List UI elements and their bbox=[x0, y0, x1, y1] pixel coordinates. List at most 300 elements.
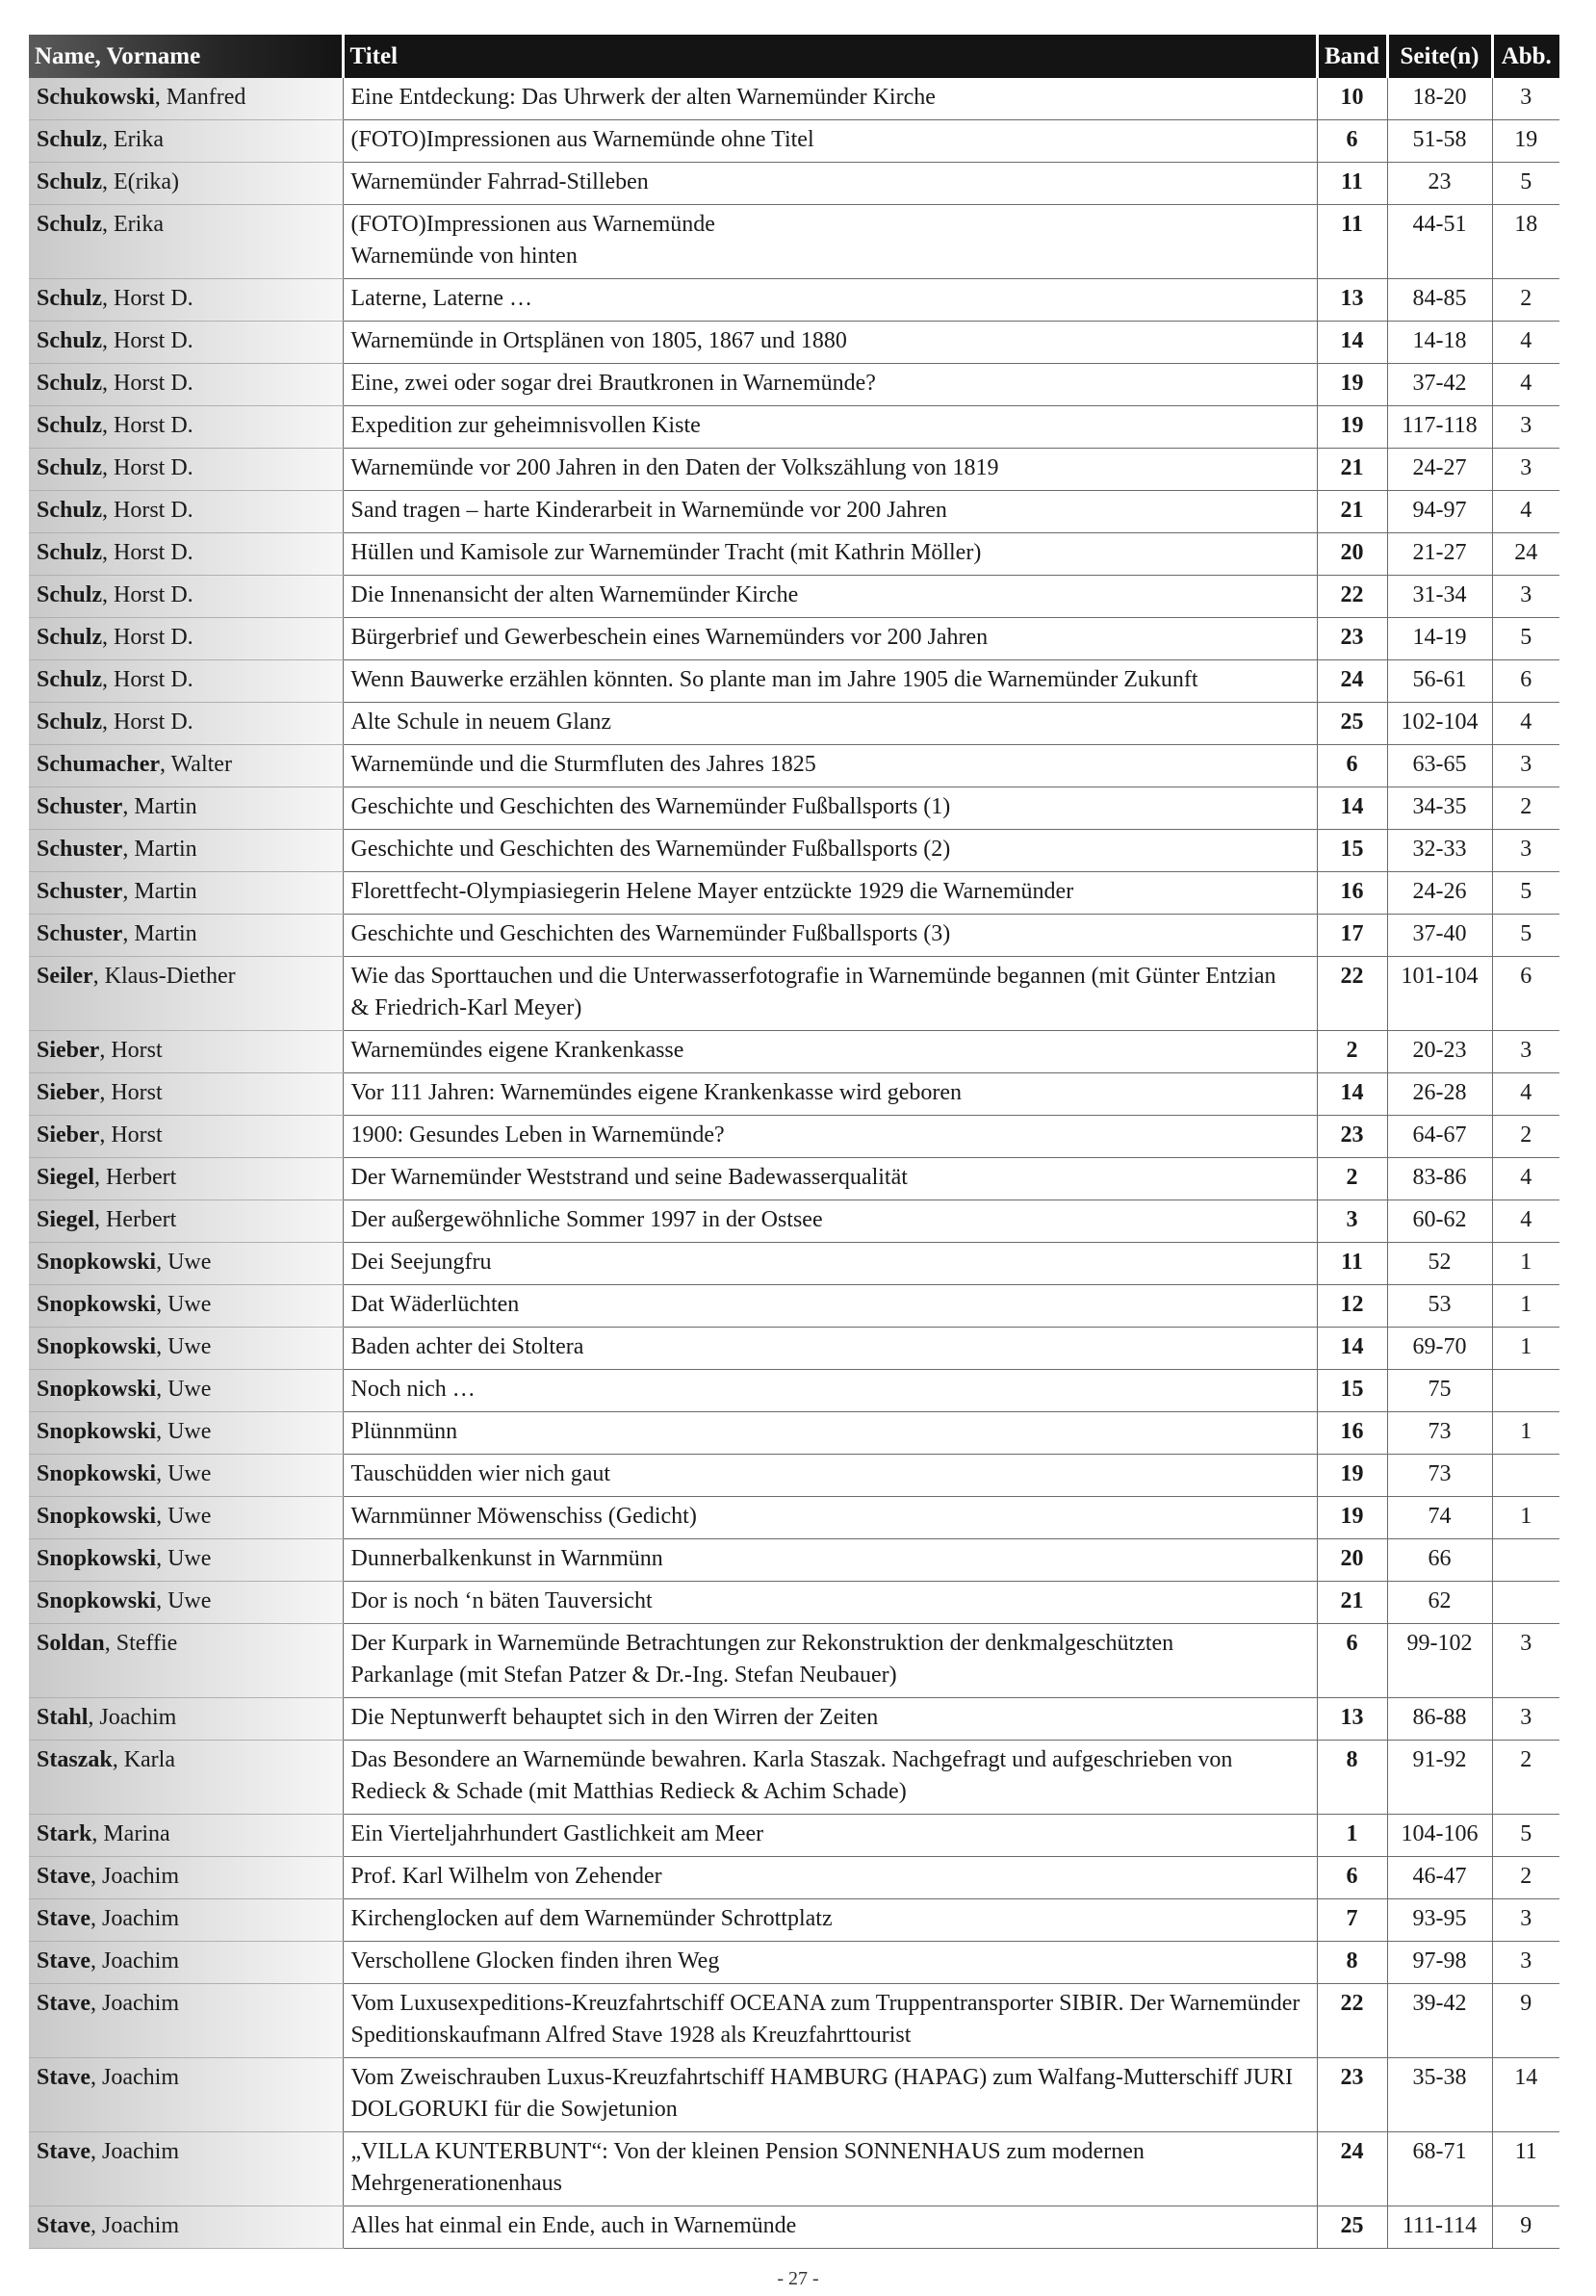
author-cell bbox=[29, 576, 343, 618]
table-row bbox=[29, 1984, 1559, 2058]
author-firstname: , Martin bbox=[122, 837, 197, 862]
author-firstname: , Steffie bbox=[104, 1631, 178, 1656]
band-cell: 1 bbox=[1317, 1815, 1387, 1857]
pages-cell: 60-62 bbox=[1387, 1200, 1492, 1243]
band-cell: 7 bbox=[1317, 1899, 1387, 1942]
band-cell: 14 bbox=[1317, 1073, 1387, 1116]
author-firstname: , Horst D. bbox=[102, 667, 193, 692]
pages-cell: 94-97 bbox=[1387, 491, 1492, 533]
author-surname: Snopkowski bbox=[37, 1419, 157, 1444]
table-row bbox=[29, 163, 1559, 205]
author-firstname: , Uwe bbox=[156, 1334, 212, 1359]
pages-cell: 104-106 bbox=[1387, 1815, 1492, 1857]
table-row bbox=[29, 1285, 1559, 1328]
table-row bbox=[29, 491, 1559, 533]
author-firstname: , Horst D. bbox=[102, 455, 193, 480]
table-row bbox=[29, 78, 1559, 120]
article-title: Warnemünde in Ortsplänen von 1805, 1867 und 1880 bbox=[350, 328, 847, 353]
pages-cell: 99-102 bbox=[1387, 1624, 1492, 1698]
abb-cell: 5 bbox=[1492, 872, 1559, 915]
band-cell: 22 bbox=[1317, 957, 1387, 1031]
table-row bbox=[29, 660, 1559, 703]
band-cell: 14 bbox=[1317, 1328, 1387, 1370]
pages-cell: 31-34 bbox=[1387, 576, 1492, 618]
title-cell bbox=[343, 576, 1317, 618]
pages-cell: 62 bbox=[1387, 1582, 1492, 1624]
band-cell: 3 bbox=[1317, 1200, 1387, 1243]
pages-cell: 32-33 bbox=[1387, 830, 1492, 872]
abb-cell: 3 bbox=[1492, 1698, 1559, 1741]
pages-cell: 101-104 bbox=[1387, 957, 1492, 1031]
title-cell bbox=[343, 533, 1317, 576]
author-surname: Snopkowski bbox=[37, 1334, 157, 1359]
article-title: Tauschüdden wier nich gaut bbox=[350, 1461, 611, 1486]
pages-cell: 46-47 bbox=[1387, 1857, 1492, 1899]
article-title: Geschichte und Geschichten des Warnemünder Fußballsports (3) bbox=[350, 921, 951, 946]
title-cell bbox=[343, 491, 1317, 533]
table-row bbox=[29, 1243, 1559, 1285]
band-cell: 11 bbox=[1317, 163, 1387, 205]
article-title: Das Besondere an Warnemünde bewahren. Karla Staszak. Nachgefragt und aufgeschrieben von bbox=[350, 1747, 1233, 1772]
abb-cell: 3 bbox=[1492, 1624, 1559, 1698]
author-firstname: , Uwe bbox=[156, 1250, 212, 1275]
author-cell bbox=[29, 491, 343, 533]
band-cell: 13 bbox=[1317, 1698, 1387, 1741]
author-surname: Sieber bbox=[37, 1080, 100, 1105]
article-title: (FOTO)Impressionen aus Warnemünde bbox=[350, 212, 715, 237]
author-firstname: , Karla bbox=[112, 1747, 175, 1772]
pages-cell: 44-51 bbox=[1387, 205, 1492, 279]
author-cell bbox=[29, 1942, 343, 1984]
article-title: Plünnmünn bbox=[350, 1419, 458, 1444]
abb-cell: 4 bbox=[1492, 1200, 1559, 1243]
title-cell bbox=[343, 745, 1317, 787]
author-cell bbox=[29, 1899, 343, 1942]
author-surname: Snopkowski bbox=[37, 1546, 157, 1571]
author-surname: Schulz bbox=[37, 709, 103, 735]
article-title: Baden achter dei Stoltera bbox=[350, 1334, 584, 1359]
article-title: Expedition zur geheimnisvollen Kiste bbox=[350, 413, 701, 438]
author-cell bbox=[29, 1539, 343, 1582]
article-title: Hüllen und Kamisole zur Warnemünder Tracht (mit Kathrin Möller) bbox=[350, 540, 982, 565]
abb-cell: 1 bbox=[1492, 1243, 1559, 1285]
title-cell bbox=[343, 449, 1317, 491]
title-cell bbox=[343, 618, 1317, 660]
abb-cell: 5 bbox=[1492, 1815, 1559, 1857]
author-firstname: , Uwe bbox=[156, 1588, 212, 1613]
abb-cell: 5 bbox=[1492, 618, 1559, 660]
author-cell bbox=[29, 78, 343, 120]
band-cell: 23 bbox=[1317, 618, 1387, 660]
table-row bbox=[29, 1899, 1559, 1942]
article-title: Der Warnemünder Weststrand und seine Badewasserqualität bbox=[350, 1165, 908, 1190]
table-row bbox=[29, 1455, 1559, 1497]
pages-cell: 66 bbox=[1387, 1539, 1492, 1582]
table-row bbox=[29, 1073, 1559, 1116]
pages-cell: 24-27 bbox=[1387, 449, 1492, 491]
title-cell bbox=[343, 1158, 1317, 1200]
article-title: Die Innenansicht der alten Warnemünder Kirche bbox=[350, 582, 799, 607]
abb-cell: 6 bbox=[1492, 660, 1559, 703]
author-surname: Schuster bbox=[37, 921, 123, 946]
table-row bbox=[29, 205, 1559, 279]
title-cell bbox=[343, 279, 1317, 322]
abb-cell: 4 bbox=[1492, 703, 1559, 745]
abb-cell: 24 bbox=[1492, 533, 1559, 576]
author-firstname: , Walter bbox=[160, 752, 232, 777]
band-cell: 13 bbox=[1317, 279, 1387, 322]
author-cell bbox=[29, 957, 343, 1031]
band-cell: 6 bbox=[1317, 745, 1387, 787]
article-title: Warnemünde und die Sturmfluten des Jahres 1825 bbox=[350, 752, 816, 777]
table-row bbox=[29, 364, 1559, 406]
title-cell bbox=[343, 1497, 1317, 1539]
title-cell bbox=[343, 787, 1317, 830]
title-cell bbox=[343, 872, 1317, 915]
title-cell bbox=[343, 406, 1317, 449]
article-title: Noch nich … bbox=[350, 1377, 476, 1402]
abb-cell: 3 bbox=[1492, 78, 1559, 120]
article-title: Eine Entdeckung: Das Uhrwerk der alten Warnemünder Kirche bbox=[350, 85, 936, 110]
title-cell bbox=[343, 1243, 1317, 1285]
title-cell bbox=[343, 1370, 1317, 1412]
title-cell bbox=[343, 915, 1317, 957]
author-surname: Schulz bbox=[37, 169, 103, 194]
article-title: Florettfecht-Olympiasiegerin Helene Mayer entzückte 1929 die Warnemünder bbox=[350, 879, 1074, 904]
title-cell bbox=[343, 957, 1317, 1031]
band-cell: 15 bbox=[1317, 1370, 1387, 1412]
abb-cell: 3 bbox=[1492, 1031, 1559, 1073]
pages-cell: 20-23 bbox=[1387, 1031, 1492, 1073]
author-cell bbox=[29, 1200, 343, 1243]
abb-cell: 3 bbox=[1492, 576, 1559, 618]
article-title-continued: Redieck & Schade (mit Matthias Redieck & Achim Schade) bbox=[350, 1779, 907, 1804]
band-cell: 19 bbox=[1317, 364, 1387, 406]
abb-cell: 3 bbox=[1492, 1899, 1559, 1942]
table-row bbox=[29, 1031, 1559, 1073]
author-cell bbox=[29, 1624, 343, 1698]
author-surname: Stave bbox=[37, 2065, 90, 2090]
abb-cell bbox=[1492, 1370, 1559, 1412]
author-firstname: , Horst D. bbox=[102, 540, 193, 565]
pages-cell: 23 bbox=[1387, 163, 1492, 205]
table-row bbox=[29, 449, 1559, 491]
author-firstname: , Joachim bbox=[90, 1948, 179, 1974]
article-title: Dunnerbalkenkunst in Warnmünn bbox=[350, 1546, 663, 1571]
pages-cell: 52 bbox=[1387, 1243, 1492, 1285]
abb-cell: 9 bbox=[1492, 2206, 1559, 2249]
page-number: - 27 - bbox=[777, 2268, 819, 2289]
band-cell: 2 bbox=[1317, 1031, 1387, 1073]
title-cell bbox=[343, 1741, 1317, 1815]
article-title: Warnemünde vor 200 Jahren in den Daten der Volkszählung von 1819 bbox=[350, 455, 999, 480]
title-cell bbox=[343, 1285, 1317, 1328]
band-cell: 15 bbox=[1317, 830, 1387, 872]
header-name: Name, Vorname bbox=[29, 35, 343, 78]
title-cell bbox=[343, 205, 1317, 279]
article-title: Wie das Sporttauchen und die Unterwasserfotografie in Warnemünde begannen (mit Günter Entzian bbox=[350, 964, 1276, 989]
article-title: Kirchenglocken auf dem Warnemünder Schrottplatz bbox=[350, 1906, 833, 1931]
abb-cell: 9 bbox=[1492, 1984, 1559, 2058]
table-row bbox=[29, 703, 1559, 745]
abb-cell: 3 bbox=[1492, 449, 1559, 491]
author-surname: Schuster bbox=[37, 837, 123, 862]
abb-cell: 19 bbox=[1492, 120, 1559, 163]
article-title: Der außergewöhnliche Sommer 1997 in der Ostsee bbox=[350, 1207, 823, 1232]
band-cell: 10 bbox=[1317, 78, 1387, 120]
author-surname: Schukowski bbox=[37, 85, 155, 110]
abb-cell: 1 bbox=[1492, 1328, 1559, 1370]
author-firstname: , Martin bbox=[122, 879, 197, 904]
band-cell: 22 bbox=[1317, 1984, 1387, 2058]
band-cell: 16 bbox=[1317, 1412, 1387, 1455]
author-firstname: , Horst D. bbox=[102, 371, 193, 396]
author-firstname: , Uwe bbox=[156, 1546, 212, 1571]
band-cell: 14 bbox=[1317, 322, 1387, 364]
pages-cell: 51-58 bbox=[1387, 120, 1492, 163]
article-title: Vom Zweischrauben Luxus-Kreuzfahrtschiff HAMBURG (HAPAG) zum Walfang-Mutterschiff JURI bbox=[350, 2065, 1294, 2090]
abb-cell: 4 bbox=[1492, 1158, 1559, 1200]
abb-cell: 3 bbox=[1492, 745, 1559, 787]
title-cell bbox=[343, 1624, 1317, 1698]
title-cell bbox=[343, 1455, 1317, 1497]
title-cell bbox=[343, 163, 1317, 205]
author-firstname: , Joachim bbox=[90, 2139, 179, 2164]
author-firstname: , Manfred bbox=[154, 85, 246, 110]
author-cell bbox=[29, 1243, 343, 1285]
table-row bbox=[29, 1624, 1559, 1698]
abb-cell: 1 bbox=[1492, 1285, 1559, 1328]
pages-cell: 63-65 bbox=[1387, 745, 1492, 787]
author-cell bbox=[29, 1857, 343, 1899]
author-firstname: , Martin bbox=[122, 921, 197, 946]
table-row bbox=[29, 957, 1559, 1031]
band-cell: 6 bbox=[1317, 1857, 1387, 1899]
band-cell: 16 bbox=[1317, 872, 1387, 915]
author-cell bbox=[29, 1497, 343, 1539]
author-cell bbox=[29, 745, 343, 787]
pages-cell: 53 bbox=[1387, 1285, 1492, 1328]
table-row bbox=[29, 872, 1559, 915]
pages-cell: 117-118 bbox=[1387, 406, 1492, 449]
band-cell: 21 bbox=[1317, 449, 1387, 491]
author-surname: Snopkowski bbox=[37, 1292, 157, 1317]
author-firstname: , Uwe bbox=[156, 1377, 212, 1402]
author-cell bbox=[29, 120, 343, 163]
abb-cell: 5 bbox=[1492, 915, 1559, 957]
article-title: Vom Luxusexpeditions-Kreuzfahrtschiff OCEANA zum Truppentransporter SIBIR. Der Warnemünder bbox=[350, 1991, 1300, 2016]
title-cell bbox=[343, 1116, 1317, 1158]
band-cell: 25 bbox=[1317, 703, 1387, 745]
author-firstname: , Joachim bbox=[90, 2065, 179, 2090]
table-row bbox=[29, 576, 1559, 618]
table-row bbox=[29, 1857, 1559, 1899]
author-surname: Schulz bbox=[37, 455, 103, 480]
author-surname: Schulz bbox=[37, 127, 103, 152]
band-cell: 24 bbox=[1317, 660, 1387, 703]
author-surname: Siegel bbox=[37, 1207, 94, 1232]
article-title: Eine, zwei oder sogar drei Brautkronen in Warnemünde? bbox=[350, 371, 876, 396]
title-cell bbox=[343, 1200, 1317, 1243]
author-cell bbox=[29, 618, 343, 660]
author-surname: Stark bbox=[37, 1821, 92, 1846]
pages-cell: 93-95 bbox=[1387, 1899, 1492, 1942]
author-firstname: , Horst D. bbox=[102, 328, 193, 353]
author-firstname: , Horst D. bbox=[102, 286, 193, 311]
author-firstname: , Joachim bbox=[90, 1906, 179, 1931]
pages-cell: 97-98 bbox=[1387, 1942, 1492, 1984]
title-cell bbox=[343, 322, 1317, 364]
author-cell bbox=[29, 787, 343, 830]
table-row bbox=[29, 279, 1559, 322]
author-surname: Stave bbox=[37, 1906, 90, 1931]
pages-cell: 24-26 bbox=[1387, 872, 1492, 915]
band-cell: 6 bbox=[1317, 1624, 1387, 1698]
pages-cell: 111-114 bbox=[1387, 2206, 1492, 2249]
author-cell bbox=[29, 830, 343, 872]
author-cell bbox=[29, 1698, 343, 1741]
author-firstname: , Horst D. bbox=[102, 709, 193, 735]
author-surname: Schulz bbox=[37, 667, 103, 692]
author-surname: Stahl bbox=[37, 1705, 89, 1730]
author-cell bbox=[29, 279, 343, 322]
author-firstname: , Horst bbox=[99, 1122, 163, 1148]
author-surname: Schulz bbox=[37, 582, 103, 607]
pages-cell: 74 bbox=[1387, 1497, 1492, 1539]
author-surname: Schulz bbox=[37, 212, 103, 237]
table-row bbox=[29, 830, 1559, 872]
pages-cell: 56-61 bbox=[1387, 660, 1492, 703]
table-row bbox=[29, 2132, 1559, 2206]
author-firstname: , Horst D. bbox=[102, 625, 193, 650]
article-title: Vor 111 Jahren: Warnemündes eigene Krankenkasse wird geboren bbox=[350, 1080, 963, 1105]
pages-cell: 75 bbox=[1387, 1370, 1492, 1412]
article-title: Sand tragen – harte Kinderarbeit in Warnemünde vor 200 Jahren bbox=[350, 498, 947, 523]
band-cell: 2 bbox=[1317, 1158, 1387, 1200]
table-body bbox=[29, 78, 1559, 2249]
author-cell bbox=[29, 1455, 343, 1497]
author-surname: Soldan bbox=[37, 1631, 105, 1656]
index-page bbox=[29, 35, 1559, 2249]
header-row bbox=[29, 35, 1559, 78]
band-cell: 23 bbox=[1317, 1116, 1387, 1158]
abb-cell: 6 bbox=[1492, 957, 1559, 1031]
title-cell bbox=[343, 830, 1317, 872]
abb-cell bbox=[1492, 1455, 1559, 1497]
author-surname: Sieber bbox=[37, 1038, 100, 1063]
author-cell bbox=[29, 1582, 343, 1624]
band-cell: 8 bbox=[1317, 1741, 1387, 1815]
author-firstname: , Uwe bbox=[156, 1292, 212, 1317]
band-cell: 17 bbox=[1317, 915, 1387, 957]
table-row bbox=[29, 1815, 1559, 1857]
author-surname: Schulz bbox=[37, 286, 103, 311]
title-cell bbox=[343, 364, 1317, 406]
band-cell: 24 bbox=[1317, 2132, 1387, 2206]
table-row bbox=[29, 1942, 1559, 1984]
author-surname: Schulz bbox=[37, 328, 103, 353]
author-cell bbox=[29, 163, 343, 205]
abb-cell: 2 bbox=[1492, 1857, 1559, 1899]
author-surname: Schulz bbox=[37, 540, 103, 565]
article-title: Prof. Karl Wilhelm von Zehender bbox=[350, 1864, 662, 1889]
author-cell bbox=[29, 1285, 343, 1328]
abb-cell: 2 bbox=[1492, 1116, 1559, 1158]
author-surname: Stave bbox=[37, 2139, 90, 2164]
author-cell bbox=[29, 1031, 343, 1073]
author-cell bbox=[29, 449, 343, 491]
title-cell bbox=[343, 1857, 1317, 1899]
author-surname: Snopkowski bbox=[37, 1461, 157, 1486]
table-row bbox=[29, 787, 1559, 830]
pages-cell: 26-28 bbox=[1387, 1073, 1492, 1116]
author-firstname: , Martin bbox=[122, 794, 197, 819]
article-title: Dor is noch ‘n bäten Tauversicht bbox=[350, 1588, 653, 1613]
author-surname: Stave bbox=[37, 1864, 90, 1889]
author-surname: Schuster bbox=[37, 794, 123, 819]
abb-cell: 11 bbox=[1492, 2132, 1559, 2206]
author-surname: Snopkowski bbox=[37, 1377, 157, 1402]
article-title: Geschichte und Geschichten des Warnemünder Fußballsports (2) bbox=[350, 837, 951, 862]
table-row bbox=[29, 1698, 1559, 1741]
band-cell: 11 bbox=[1317, 1243, 1387, 1285]
pages-cell: 35-38 bbox=[1387, 2058, 1492, 2132]
author-cell bbox=[29, 205, 343, 279]
title-cell bbox=[343, 120, 1317, 163]
pages-cell: 64-67 bbox=[1387, 1116, 1492, 1158]
title-cell bbox=[343, 1815, 1317, 1857]
table-row bbox=[29, 2058, 1559, 2132]
table-row bbox=[29, 1158, 1559, 1200]
author-surname: Schuster bbox=[37, 879, 123, 904]
author-cell bbox=[29, 1370, 343, 1412]
title-cell bbox=[343, 78, 1317, 120]
table-row bbox=[29, 915, 1559, 957]
article-title-continued: Parkanlage (mit Stefan Patzer & Dr.-Ing. Stefan Neubauer) bbox=[350, 1663, 897, 1688]
abb-cell: 14 bbox=[1492, 2058, 1559, 2132]
author-firstname: , Klaus-Diether bbox=[92, 964, 236, 989]
band-cell: 8 bbox=[1317, 1942, 1387, 1984]
title-cell bbox=[343, 2206, 1317, 2249]
author-cell bbox=[29, 2206, 343, 2249]
author-surname: Schulz bbox=[37, 371, 103, 396]
author-surname: Schulz bbox=[37, 498, 103, 523]
band-cell: 19 bbox=[1317, 1455, 1387, 1497]
author-cell bbox=[29, 2058, 343, 2132]
band-cell: 25 bbox=[1317, 2206, 1387, 2249]
table-row bbox=[29, 1582, 1559, 1624]
author-surname: Stave bbox=[37, 1948, 90, 1974]
pages-cell: 83-86 bbox=[1387, 1158, 1492, 1200]
author-cell bbox=[29, 1412, 343, 1455]
author-surname: Sieber bbox=[37, 1122, 100, 1148]
title-cell bbox=[343, 2132, 1317, 2206]
article-title: Bürgerbrief und Gewerbeschein eines Warnemünders vor 200 Jahren bbox=[350, 625, 989, 650]
author-surname: Snopkowski bbox=[37, 1250, 157, 1275]
article-title: Warnemündes eigene Krankenkasse bbox=[350, 1038, 684, 1063]
abb-cell bbox=[1492, 1582, 1559, 1624]
article-title: Alles hat einmal ein Ende, auch in Warnemünde bbox=[350, 2213, 797, 2238]
author-firstname: , E(rika) bbox=[102, 169, 179, 194]
author-firstname: , Horst D. bbox=[102, 582, 193, 607]
table-row bbox=[29, 1741, 1559, 1815]
author-surname: Schulz bbox=[37, 625, 103, 650]
author-firstname: , Horst bbox=[99, 1038, 163, 1063]
article-title: Der Kurpark in Warnemünde Betrachtungen zur Rekonstruktion der denkmalgeschützten bbox=[350, 1631, 1174, 1656]
pages-cell: 73 bbox=[1387, 1412, 1492, 1455]
title-cell bbox=[343, 1984, 1317, 2058]
author-firstname: , Marina bbox=[91, 1821, 170, 1846]
